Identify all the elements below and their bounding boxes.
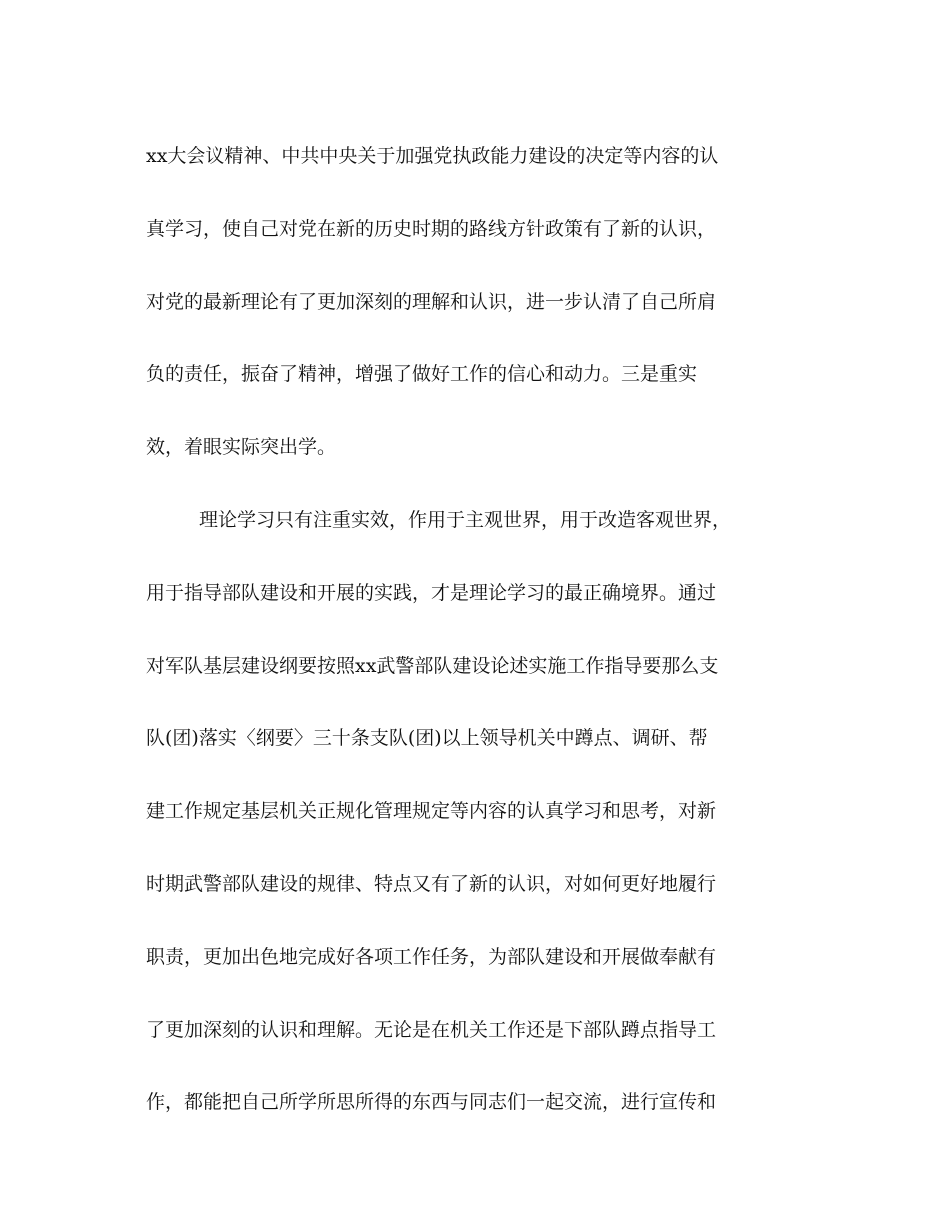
text-line: 对党的最新理论有了更加深刻的理解和认识，进一步认清了自己所肩	[146, 290, 717, 313]
text-line: 了更加深刻的认识和理解。无论是在机关工作还是下部队蹲点指导工	[146, 1018, 717, 1041]
text-line: 真学习，使自己对党在新的历史时期的路线方针政策有了新的认识，	[146, 217, 717, 240]
paragraph-start-line: 理论学习只有注重实效，作用于主观世界，用于改造客观世界，	[199, 508, 732, 531]
text-line: 职责，更加出色地完成好各项工作任务，为部队建设和开展做奉献有	[146, 945, 717, 968]
document-body	[146, 120, 806, 1139]
text-line: 效，着眼实际突出学。	[146, 436, 337, 459]
text-line: 队(团)落实〈纲要〉三十条支队(团)以上领导机关中蹲点、调研、帮	[146, 727, 708, 750]
text-line: 对军队基层建设纲要按照xx武警部队建设论述实施工作指导要那么支	[146, 654, 719, 677]
text-line: 用于指导部队建设和开展的实践，才是理论学习的最正确境界。通过	[146, 581, 717, 604]
text-line: 时期武警部队建设的规律、特点又有了新的认识，对如何更好地履行	[146, 872, 717, 895]
text-line: xx大会议精神、中共中央关于加强党执政能力建设的决定等内容的认	[146, 145, 719, 167]
text-line: 负的责任，振奋了精神，增强了做好工作的信心和动力。三是重实	[146, 363, 698, 386]
text-line: 作，都能把自己所学所思所得的东西与同志们一起交流，进行宣传和	[146, 1091, 717, 1114]
text-line: 建工作规定基层机关正规化管理规定等内容的认真学习和思考，对新	[146, 800, 717, 823]
